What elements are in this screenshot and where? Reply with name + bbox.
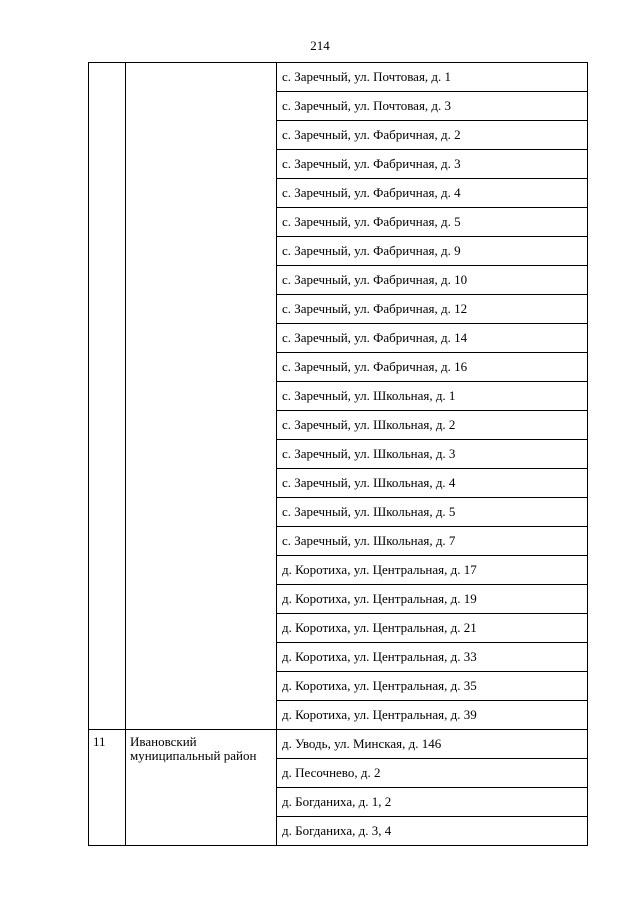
- address-cell: с. Заречный, ул. Школьная, д. 4: [277, 469, 588, 498]
- address-cell: с. Заречный, ул. Школьная, д. 2: [277, 411, 588, 440]
- address-cell: с. Заречный, ул. Школьная, д. 5: [277, 498, 588, 527]
- address-cell: с. Заречный, ул. Фабричная, д. 4: [277, 179, 588, 208]
- address-cell: д. Коротиха, ул. Центральная, д. 33: [277, 643, 588, 672]
- address-cell: с. Заречный, ул. Почтовая, д. 1: [277, 63, 588, 92]
- address-cell: с. Заречный, ул. Фабричная, д. 10: [277, 266, 588, 295]
- address-cell: с. Заречный, ул. Фабричная, д. 5: [277, 208, 588, 237]
- address-cell: д. Богданиха, д. 1, 2: [277, 788, 588, 817]
- address-cell: д. Коротиха, ул. Центральная, д. 17: [277, 556, 588, 585]
- address-cell: с. Заречный, ул. Фабричная, д. 2: [277, 121, 588, 150]
- address-cell: с. Заречный, ул. Школьная, д. 3: [277, 440, 588, 469]
- address-cell: с. Заречный, ул. Школьная, д. 1: [277, 382, 588, 411]
- address-cell: с. Заречный, ул. Школьная, д. 7: [277, 527, 588, 556]
- address-cell: д. Уводь, ул. Минская, д. 146: [277, 730, 588, 759]
- address-cell: с. Заречный, ул. Фабричная, д. 3: [277, 150, 588, 179]
- address-cell: д. Коротиха, ул. Центральная, д. 21: [277, 614, 588, 643]
- row-number-cell: 11: [89, 730, 126, 846]
- address-table: [88, 62, 588, 846]
- address-cell: д. Коротиха, ул. Центральная, д. 35: [277, 672, 588, 701]
- address-cell: д. Песочнево, д. 2: [277, 759, 588, 788]
- table-row: [89, 730, 588, 759]
- address-cell: с. Заречный, ул. Фабричная, д. 12: [277, 295, 588, 324]
- table-row: [89, 63, 588, 92]
- page-number: 214: [310, 38, 330, 53]
- row-number-cell: [89, 63, 126, 730]
- district-cell: Ивановский муниципальный район: [126, 730, 277, 846]
- address-table-body: [89, 63, 588, 846]
- district-cell: [126, 63, 277, 730]
- address-cell: с. Заречный, ул. Фабричная, д. 14: [277, 324, 588, 353]
- address-cell: д. Коротиха, ул. Центральная, д. 19: [277, 585, 588, 614]
- address-cell: с. Заречный, ул. Фабричная, д. 9: [277, 237, 588, 266]
- address-cell: д. Богданиха, д. 3, 4: [277, 817, 588, 846]
- address-cell: д. Коротиха, ул. Центральная, д. 39: [277, 701, 588, 730]
- address-cell: с. Заречный, ул. Почтовая, д. 3: [277, 92, 588, 121]
- address-cell: с. Заречный, ул. Фабричная, д. 16: [277, 353, 588, 382]
